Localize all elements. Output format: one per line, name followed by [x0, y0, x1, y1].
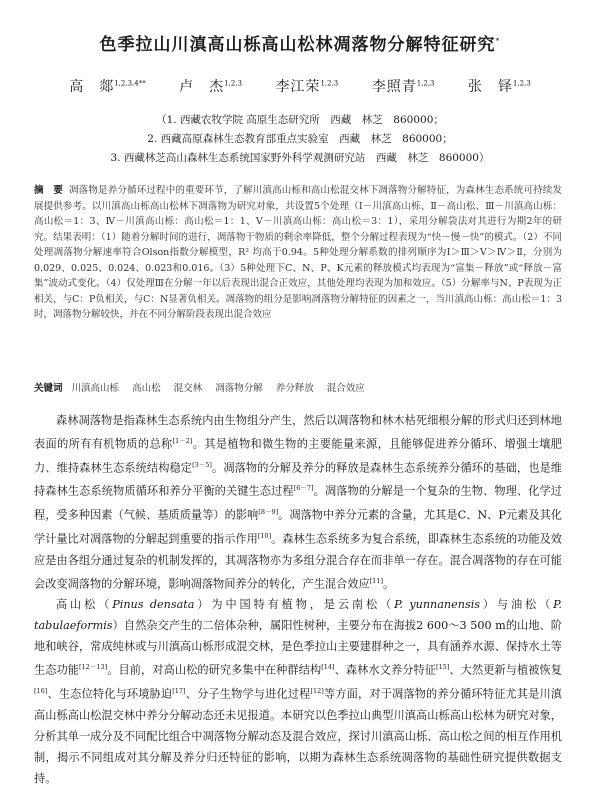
paragraph-pinus: 高山松（Pinus densata）为中国特有植物，是云南松（P. yunnanensis）与油松（P. tabulaeformis）自然杂交产生的二倍体杂种，属阳性树种，主要分布在海拔2 600～3 500 m的山地、阶地和峡谷，常成纯林或与川滇高山栎形成混交林，是色季拉山主要建群种之一，具有涵养水源、保持水土等生态功能[12－13]。目前，对高山松的研究多集中在种群结构[14]、森林水文养分特征[15]、大然更新与植被恢复[16]、生态位特化与环境胁迫[17]、分子生物学与进化过程[12]等方面，对于凋落物的养分循环特征尤其是川滇高山栎高山松混交林中养分分解动态还未见报道。本研究以色季拉山典型川滇高山栎高山松林为研究对象，分析其单一成分及不同配比组合中凋落物分解动态及混合效应，探讨川滇高山栎、高山松之间的相互作用机制，揭示不同组成对其分解及养分归还特征的影响，以期为森林生态系统凋落物的基础性研究提供数据支持。 — [34, 598, 562, 785]
keyword: 川滇高山栎 — [71, 383, 120, 394]
paper-title — [0, 30, 600, 55]
citation: [16] — [34, 687, 48, 696]
keyword: 混合效应 — [326, 383, 365, 394]
author: 李照青$^{1,2,3}$ — [371, 79, 435, 95]
affiliation: （1. 西藏农牧学院 高原生态研究所 西藏 林芝 860000； — [156, 114, 444, 126]
keyword: 凋落物分解 — [215, 383, 263, 394]
author: 张 铎$^{1,2,3}$ — [467, 79, 531, 95]
paper-title-text: 色季拉山川滇高山栎高山松林凋落物分解特征研究 — [99, 35, 496, 55]
body-text — [34, 410, 562, 789]
citation: [12] — [310, 687, 324, 696]
author: 李江荣$^{1,2,3}$ — [275, 79, 339, 95]
citation: [6－7] — [293, 484, 314, 493]
citation: [1－2] — [172, 437, 193, 445]
affiliation: 3. 西藏林芝高山森林生态系统国家野外科学观测研究站 西藏 林芝 860000） — [110, 152, 490, 164]
paragraph-intro: 森林凋落物是指森林生态系统内由生物组分产生，然后以凋落物和林木枯死细根分解的形式归还到林地表面的所有有机物质的总称[1－2]。其是植物和微生物的主要能量来源，且能够促进养分循环、增强土壤肥力、维持森林生态系统结构稳定[3－5]。凋落物的分解及养分的释放是森林生态系统养分循环的基础，也是维持森林生态系统物质循环和养分平衡的关键生态过程[6－7]。凋落物的分解是一个复杂的生物、物理、化学过程，受多种因素（气候、基质质量等）的影响[8－9]。凋落物中养分元素的含量，尤其是C、N、P元素及其化学计量比对凋落物的分解起到重要的指示作用[10]。森林生态系统多为复合系统，即森林生态系统的功能及效应是由各组分通过复杂的机制发挥的，其凋落物亦为多组分混合存在而非单一存在。混合凋落物的存在可能会改变凋落物的分解环境，影响凋落物间养分的转化，产生混合效应[11]。 — [34, 414, 562, 591]
keyword: 混交林 — [173, 383, 203, 394]
abstract — [34, 183, 562, 323]
author: 高 郯$^{1,2,3,4**}$ — [69, 79, 146, 95]
keywords-label: 关键词 — [34, 383, 63, 394]
title-footnote-mark: * — [495, 36, 501, 46]
keywords — [34, 380, 562, 394]
author-list — [0, 76, 600, 96]
keyword: 高山松 — [132, 383, 161, 394]
latin-name: P. yunnanensis — [394, 598, 481, 612]
citation: [17] — [172, 687, 186, 696]
citation: [12－13] — [79, 663, 108, 672]
citation: [11] — [369, 576, 383, 585]
latin-name: P. tabulaeformis — [34, 598, 562, 633]
affiliation: 2. 西藏高原森林生态教育部重点实验室 西藏 林芝 860000； — [147, 133, 453, 145]
author: 卢 杰$^{1,2,3}$ — [179, 79, 242, 95]
citation: [10] — [257, 531, 272, 540]
citation: [3－5] — [192, 460, 212, 469]
citation: [14] — [321, 663, 335, 672]
citation: [15] — [436, 663, 450, 672]
abstract-text: 凋落物是养分循环过程中的重要环节，了解川滇高山栎和高山松混交林下凋落物分解特征，为森林生态系统可持续发展提供参考。以川滇高山栎高山松林下凋落物为研究对象，共设置5个处理（Ⅰ－川滇高山栎、Ⅱ－高山松、Ⅲ－川滇高山栎：高山松＝1：3、Ⅳ－川滇高山栎：高山松＝1：1、Ⅴ－川滇高山栎：高山松＝3：1），采用分解袋法对其进行为期2年的研究。结果表明：（1）随着分解时间的进行，凋落物干物质的剩余率降低，整个分解过程表现为“快－慢－快”的模式。（2）不同处理凋落物分解速率符合Olson指数分解模型，R² 均高于0.94。5种处理分解系数的排列顺序为Ⅰ＞Ⅲ＞Ⅴ＞Ⅳ＞Ⅱ，分别为0.029、0.025、0.024、0.023和0.016。（3）5种处理下C、N、P、K元素的释放模式均表现为“富集－释放”或“释放－富集”波动式变化。（4）仅处理Ⅲ在分解一年以后表现出混合正效应，其他处理均表现为加和效应。（5）分解率与N、P表现为正相关，与C：P负相关，与C：N显著负相关。凋落物的组分是影响凋落物分解特征的因素之一，当川滇高山栎：高山松＝1：3时，凋落物分解较快，并在不同分解阶段表现出混合效应 — [34, 185, 562, 320]
keyword: 养分释放 — [275, 383, 314, 394]
citation: [8－9] — [258, 508, 279, 517]
abstract-label: 摘 要 — [34, 185, 64, 196]
latin-name: Pinus densata — [112, 598, 195, 612]
